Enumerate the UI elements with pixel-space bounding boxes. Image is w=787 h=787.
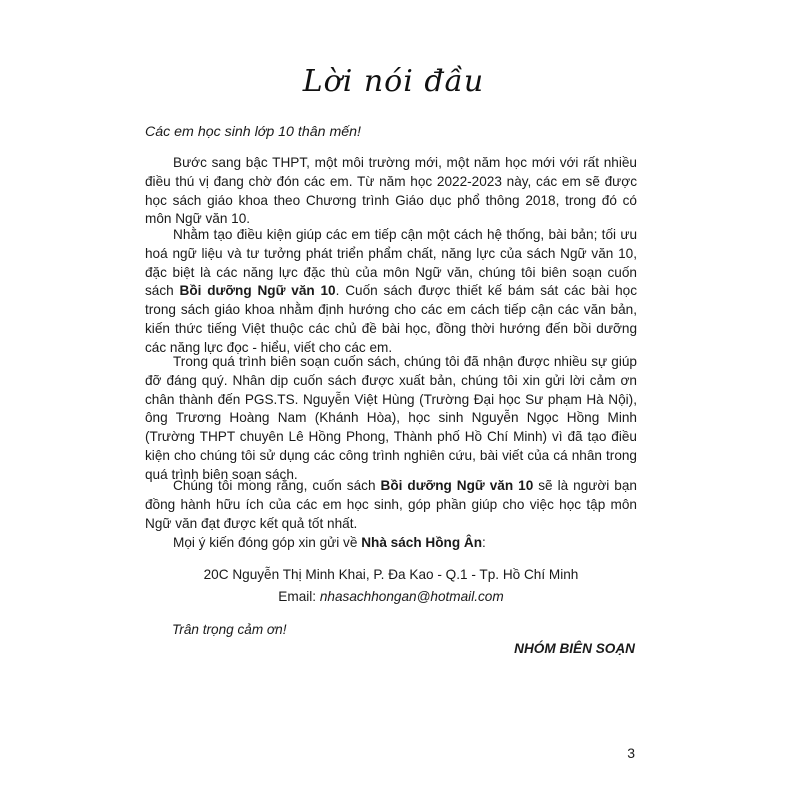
paragraph-hope-text-b: sẽ là người bạn đồng hành hữu ích của các em học sinh, góp phần giúp cho việc học tập môn Ngữ văn đạt được kết quả tốt nhất. (145, 478, 637, 531)
contact-colon: : (482, 535, 486, 550)
book-title-bold: Bồi dưỡng Ngữ văn 10 (179, 283, 336, 299)
contact-intro (145, 535, 637, 550)
book-title-bold-2: Bồi dưỡng Ngữ văn 10 (380, 478, 534, 493)
paragraph-hope (145, 477, 637, 533)
paragraph-hope-text-a: Chúng tôi mong rằng, cuốn sách (173, 478, 381, 493)
greeting: Các em học sinh lớp 10 thân mến! (145, 124, 361, 140)
contact-intro-text: Mọi ý kiến đóng góp xin gửi về (173, 535, 362, 550)
paragraph-acknowledgements: Trong quá trình biên soạn cuốn sách, chúng tôi đã nhận được nhiều sự giúp đỡ đáng quý. Nhân dịp cuốn sách được xuất bản, chúng tôi xin gửi lời cảm ơn chân thành đến PGS.TS. Nguyễn Việt Hùng (Trường Đại học Sư phạm Hà Nội), ông Trương Hoàng Nam (Khánh Hòa), học sinh Nguyễn Ngọc Hồng Minh (Trường THPT chuyên Lê Hồng Phong, Thành phố Hồ Chí Minh) vì đã tạo điều kiện cho chúng tôi sử dụng các công trình nghiên cứu, bài viết của cá nhân trong quá trình biên soạn sách. (145, 354, 637, 482)
email-label: Email: (278, 589, 320, 604)
paragraph-purpose (145, 226, 637, 358)
paragraph-purpose-text-b: . Cuốn sách được thiết kế bám sát các bài học trong sách giáo khoa nhằm định hướng cho các em cách tiếp cận các văn bản, kiến thức tiếng Việt thuộc các chủ đề bài học, đồng thời hướng đến bồi dưỡng các năng lực đọc - hiểu, viết cho các em. (145, 283, 637, 355)
publisher-name: Nhà sách Hồng Ân (361, 535, 483, 550)
closing-thanks: Trân trọng cảm ơn! (172, 622, 287, 637)
paragraph-purpose-text-a: Nhằm tạo điều kiện giúp các em tiếp cận một cách hệ thống, bài bản; tối ưu hoá ngữ liệu và tư tưởng phát triển phẩm chất, năng lực của sách Ngữ văn 10, đặc biệt là các năng lực đặc thù của môn Ngữ văn, chúng tôi biên soạn cuốn sách (145, 227, 637, 299)
page-title: Lời nói đầu (302, 64, 485, 99)
email-line (145, 589, 637, 604)
publisher-address: 20C Nguyễn Thị Minh Khai, P. Đa Kao - Q.1 - Tp. Hồ Chí Minh (203, 567, 579, 582)
email-address: nhasachhongan@hotmail.com (319, 589, 504, 604)
page-number: 3 (627, 745, 635, 761)
paragraph-intro: Bước sang bậc THPT, một môi trường mới, một năm học mới với rất nhiều điều thú vị đang chờ đón các em. Từ năm học 2022-2023 này, các em sẽ được học sách giáo khoa theo Chương trình Giáo dục phổ thông 2018, trong đó có môn Ngữ văn 10. (145, 155, 637, 227)
author-signature: NHÓM BIÊN SOẠN (514, 641, 635, 656)
